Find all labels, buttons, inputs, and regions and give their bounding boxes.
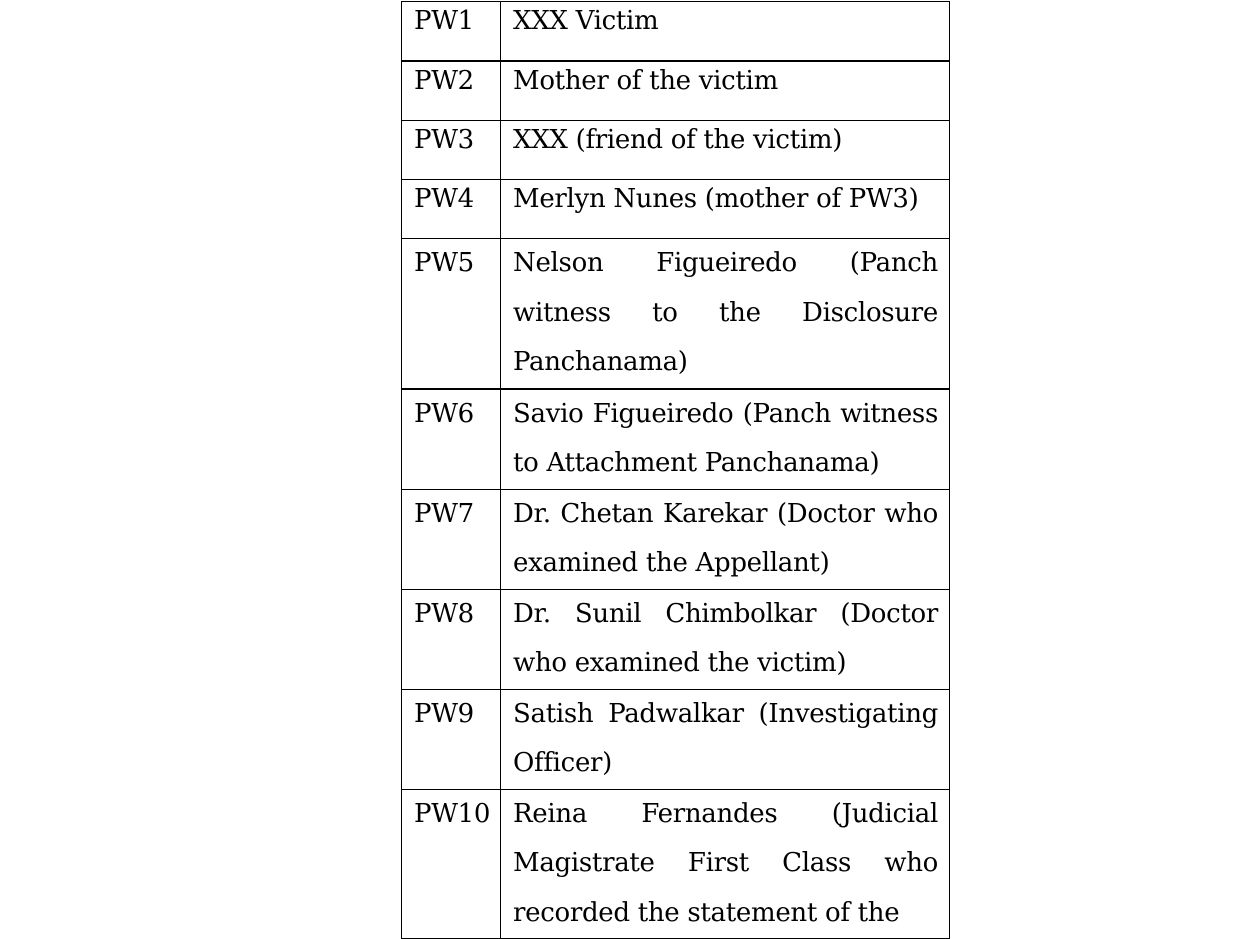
table-row [402, 489, 950, 589]
witness-id: PW9 [402, 689, 501, 789]
table-row [402, 389, 950, 490]
table-row [402, 121, 950, 180]
witness-id: PW3 [402, 121, 501, 180]
witness-table [401, 1, 950, 939]
witness-id: PW6 [402, 389, 501, 490]
witness-description: Satish Padwalkar (Investigating Officer) [501, 689, 950, 789]
witness-id: PW8 [402, 589, 501, 689]
table-row [402, 789, 950, 939]
witness-description: Merlyn Nunes (mother of PW3) [501, 180, 950, 239]
witness-description: Nelson Figueiredo (Panch witness to the Disclosure Panchanama) [501, 239, 950, 389]
witness-id: PW4 [402, 180, 501, 239]
witness-id: PW1 [402, 2, 501, 62]
witness-description: Reina Fernandes (Judicial Magistrate First Class who recorded the statement of the [501, 789, 950, 939]
witness-id: PW2 [402, 61, 501, 121]
witness-id: PW10 [402, 789, 501, 939]
table-row [402, 589, 950, 689]
witness-description: Mother of the victim [501, 61, 950, 121]
witness-description: Savio Figueiredo (Panch witness to Attachment Panchanama) [501, 389, 950, 490]
table-row [402, 2, 950, 62]
witness-id: PW7 [402, 489, 501, 589]
table-row [402, 689, 950, 789]
table-row [402, 61, 950, 121]
table-row [402, 180, 950, 239]
table-row [402, 239, 950, 389]
witness-description: Dr. Sunil Chimbolkar (Doctor who examined the victim) [501, 589, 950, 689]
witness-description: XXX (friend of the victim) [501, 121, 950, 180]
witness-id: PW5 [402, 239, 501, 389]
witness-description: Dr. Chetan Karekar (Doctor who examined the Appellant) [501, 489, 950, 589]
witness-description: XXX Victim [501, 2, 950, 62]
